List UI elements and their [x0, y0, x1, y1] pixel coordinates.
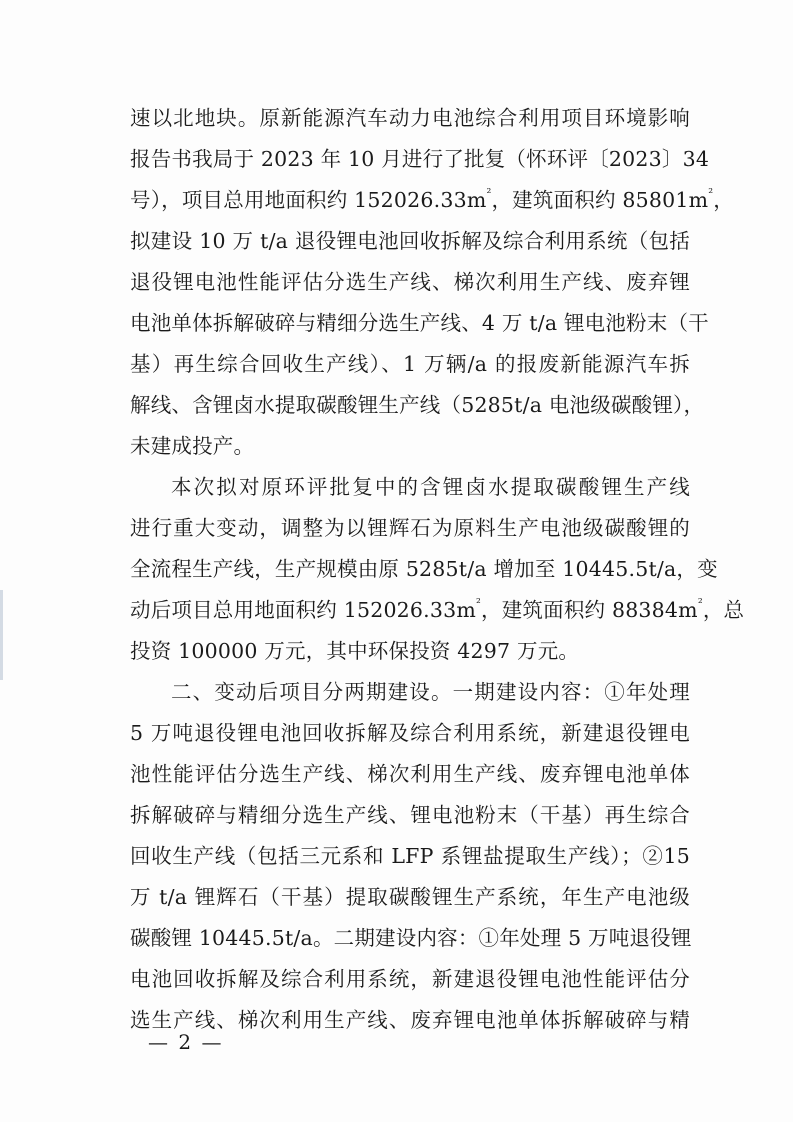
scan-edge-mark [0, 590, 3, 680]
superscript: ² [486, 186, 492, 201]
text-line: 基）再生综合回收生产线）、1 万辆/a 的报废新能源汽车拆 [130, 352, 690, 376]
text-line: 拆解破碎与精细分选生产线、锂电池粉末（干基）再生综合 [130, 803, 690, 827]
page-number: — 2 — [148, 1030, 224, 1054]
body-text [130, 98, 745, 1041]
superscript: ² [697, 596, 703, 611]
text-line: 未建成投产。 [130, 434, 255, 458]
paragraph-first-line: 本次拟对原环评批复中的含锂卤水提取碳酸锂生产线 [171, 475, 690, 499]
text-line: 电池单体拆解破碎与精细分选生产线、4 万 t/a 锂电池粉末（干 [130, 311, 709, 335]
text-line: 进行重大变动，调整为以锂辉石为原料生产电池级碳酸锂的 [130, 516, 690, 540]
text-line: 退役锂电池性能评估分选生产线、梯次利用生产线、废弃锂 [130, 270, 690, 294]
text-span: ，建筑面积约 85801m [491, 188, 709, 212]
text-line: 选生产线、梯次利用生产线、废弃锂电池单体拆解破碎与精 [130, 1008, 690, 1032]
text-line [130, 180, 734, 221]
text-span: ，总 [702, 598, 745, 622]
text-line: 报告书我局于 2023 年 10 月进行了批复（怀环评〔2023〕34 [130, 147, 710, 171]
superscript: ² [476, 596, 482, 611]
text-line [130, 590, 745, 631]
text-line: 投资 100000 万元，其中环保投资 4297 万元。 [130, 639, 580, 663]
text-span: 动后项目总用地面积约 152026.33m [130, 598, 477, 622]
text-line: 池性能评估分选生产线、梯次利用生产线、废弃锂电池单体 [130, 762, 690, 786]
superscript: ² [708, 186, 714, 201]
text-line: 5 万吨退役锂电池回收拆解及综合利用系统，新建退役锂电 [130, 721, 690, 745]
text-line: 解线、含锂卤水提取碳酸锂生产线（5285t/a 电池级碳酸锂）， [130, 393, 705, 417]
paragraph-first-line: 二、变动后项目分两期建设。一期建设内容：①年处理 [171, 680, 690, 704]
text-line: 速以北地块。原新能源汽车动力电池综合利用项目环境影响 [130, 106, 690, 130]
text-line: 电池回收拆解及综合利用系统，新建退役锂电池性能评估分 [130, 967, 690, 991]
text-line: 全流程生产线，生产规模由原 5285t/a 增加至 10445.5t/a，变 [130, 557, 718, 581]
text-line: 回收生产线（包括三元系和 LFP 系锂盐提取生产线）；②15 [130, 844, 690, 868]
text-span: ， [713, 188, 734, 212]
text-span: ，建筑面积约 88384m [481, 598, 698, 622]
text-span: 号），项目总用地面积约 152026.33m [130, 188, 487, 212]
text-line: 万 t/a 锂辉石（干基）提取碳酸锂生产系统，年生产电池级 [130, 885, 690, 909]
text-line: 拟建设 10 万 t/a 退役锂电池回收拆解及综合利用系统（包括 [130, 229, 690, 253]
text-line: 碳酸锂 10445.5t/a。二期建设内容：①年处理 5 万吨退役锂 [130, 926, 692, 950]
